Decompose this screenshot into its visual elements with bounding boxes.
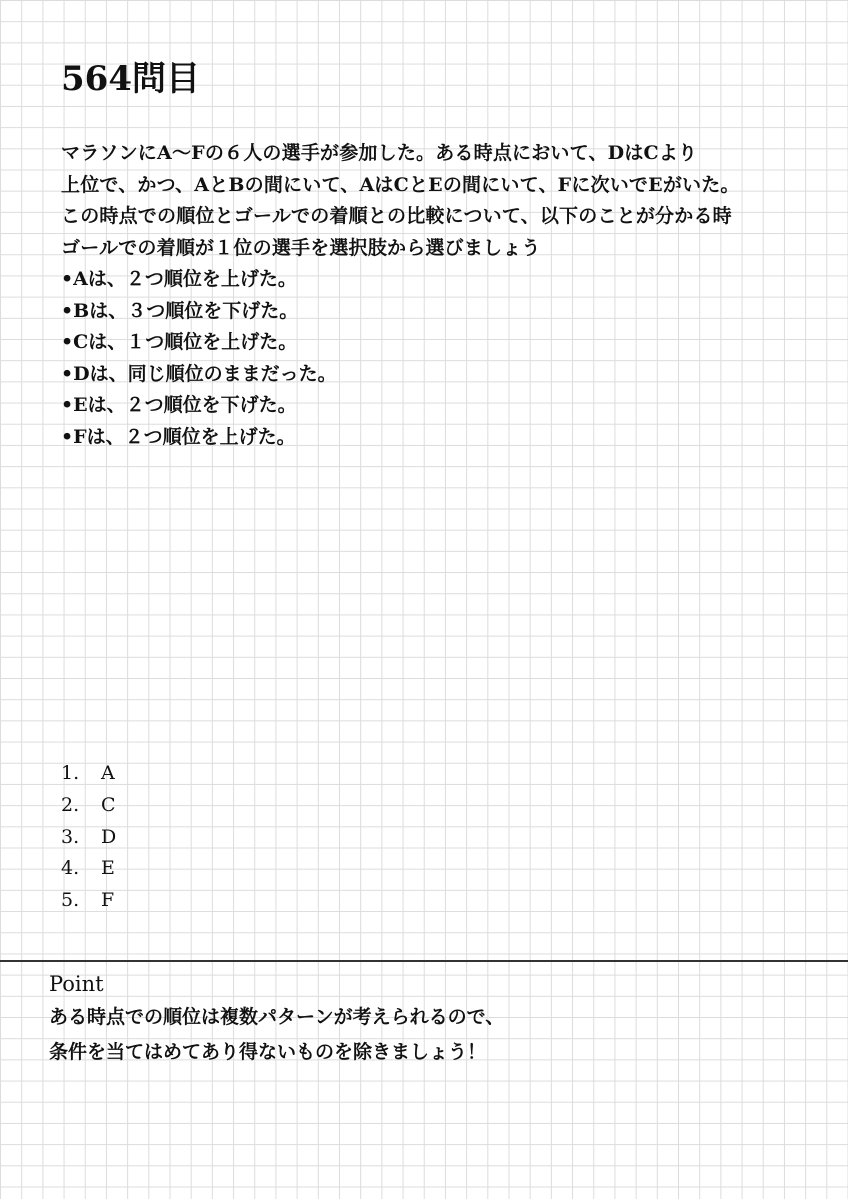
- choice-label: E: [101, 857, 115, 880]
- choice-label: C: [101, 793, 116, 816]
- problem-statement: [61, 138, 821, 453]
- choice-item[interactable]: [61, 822, 116, 854]
- condition-item: •Dは、同じ順位のままだった。: [61, 362, 337, 385]
- choice-number: 1.: [61, 762, 80, 784]
- answer-choices: [61, 758, 116, 917]
- condition-item: •Cは、１つ順位を上げた。: [61, 331, 298, 353]
- choice-item[interactable]: [61, 853, 116, 885]
- choice-number: 3.: [61, 825, 80, 848]
- condition-item: •Eは、２つ順位を下げた。: [61, 394, 297, 416]
- condition-list: [61, 264, 821, 453]
- problem-line: マラソンにA〜Fの６人の選手が参加した。ある時点において、DはCより: [61, 142, 698, 164]
- choice-item[interactable]: [61, 885, 116, 917]
- choice-label: A: [101, 762, 115, 784]
- choice-number: 2.: [61, 793, 80, 816]
- point-line: 条件を当てはめてあり得ないものを除きましょう！: [49, 1041, 487, 1063]
- problem-line: この時点での順位とゴールでの着順との比較について、以下のことが分かる時: [61, 205, 732, 227]
- choice-number: 4.: [61, 857, 80, 880]
- choice-number: 5.: [61, 889, 80, 912]
- section-divider: [0, 960, 848, 962]
- condition-item: •Bは、３つ順位を下げた。: [61, 299, 299, 322]
- condition-item: •Aは、２つ順位を上げた。: [61, 268, 297, 290]
- point-heading: Point: [49, 972, 104, 996]
- choice-label: F: [101, 889, 115, 912]
- problem-line: ゴールでの着順が１位の選手を選択肢から選びましょう: [61, 236, 541, 259]
- point-line: ある時点での順位は複数パターンが考えられるので、: [49, 1006, 505, 1028]
- point-section: [49, 968, 829, 1070]
- problem-line: 上位で、かつ、AとBの間にいて、AはCとEの間にいて、Fに次いでEがいた。: [61, 173, 740, 196]
- page-title: 564問目: [61, 59, 200, 99]
- choice-label: D: [101, 825, 117, 848]
- choice-item[interactable]: [61, 790, 116, 822]
- condition-item: •Fは、２つ順位を上げた。: [61, 425, 296, 448]
- choice-item[interactable]: [61, 758, 116, 790]
